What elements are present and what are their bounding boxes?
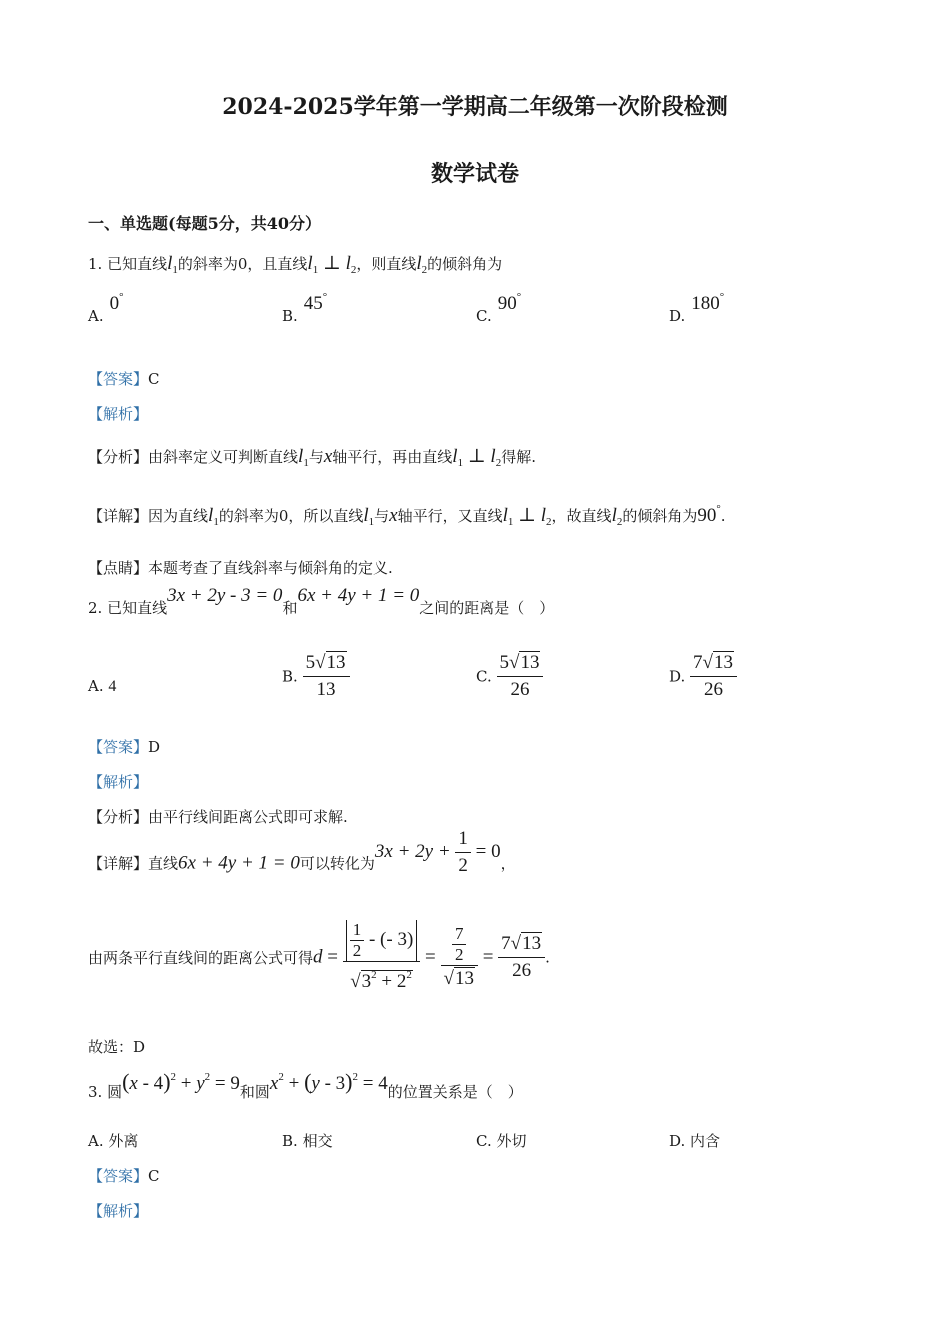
fraction-half: $\frac{1}{2}$ [455, 826, 471, 879]
detail-tag: 【详解】 [88, 507, 149, 525]
detail-tag: 【详解】 [88, 854, 149, 873]
math-line1: 3x + 2y - 3 = 0 [167, 585, 283, 606]
math-x: x [323, 446, 333, 467]
math-circle2: $x^2 + (y - 3)^2 = 4$ [269, 1069, 388, 1094]
q2-option-d [669, 650, 737, 703]
fenxi-text: 由平行线间距离公式即可求解. [148, 808, 348, 826]
q2-option-c [476, 650, 543, 703]
q2-distance-formula [88, 920, 550, 995]
math-l1-perp-l2: $l_1$ ⊥ $l_2$ [502, 505, 552, 528]
detail-text: 的倾斜角为 [622, 507, 698, 525]
option-value: 0° [109, 291, 124, 314]
math-l1: $l_1$ [208, 505, 219, 528]
option-letter: A. [88, 677, 104, 695]
angle-value: 90 [697, 505, 717, 526]
q2-answer [88, 736, 160, 757]
math-d: d [313, 946, 323, 968]
q2-fenxi [88, 806, 348, 827]
fraction-seven-halves: $\frac{\frac{7}{2}}{√13}$ [441, 924, 478, 992]
detail-text: ， [500, 854, 516, 873]
q1-comment [88, 557, 393, 578]
fraction: $\frac{5√13}{13}$ [303, 650, 350, 703]
q1-stem-text-b: 的斜率为0，且直线 [177, 255, 308, 273]
q1-stem-text-a: 1. 已知直线 [88, 255, 168, 273]
fenxi-text: 由斜率定义可判断直线 [148, 448, 299, 466]
frac-coef: 7 [501, 933, 511, 954]
q1-fenxi [88, 445, 536, 469]
q1-analysis-tag: 【解析】 [88, 405, 149, 423]
frac-radicand: 13 [326, 652, 346, 673]
option-value: 180° [691, 291, 725, 314]
q2-stem-text: 之间的距离是（ ） [419, 599, 555, 617]
option-value: 45° [303, 291, 328, 314]
math-circle1: $(x - 4)^2 + y^2 = 9$ [122, 1069, 240, 1094]
option-value: 相交 [302, 1132, 333, 1150]
detail-text: 与 [374, 507, 390, 525]
detail-text: 因为直线 [148, 507, 209, 525]
math-l1: $l_1$ [363, 505, 375, 528]
detail-text: 的斜率为0，所以直线 [218, 507, 364, 525]
option-letter: A. [88, 307, 104, 325]
q3-option-d [669, 1130, 720, 1151]
math-eq-zero: = 0 [470, 840, 501, 862]
answer-value: C [148, 370, 160, 388]
frac-radicand: 13 [713, 652, 733, 673]
detail-text: 可以转化为 [299, 854, 375, 873]
math-equals: = [477, 946, 499, 968]
math-equals: = [322, 946, 343, 968]
frac-coef: 5 [305, 652, 316, 673]
q2-stem-text: 和 [282, 599, 298, 617]
page-title: 2024-2025学年第一学期高二年级第一次阶段检测 [222, 94, 728, 120]
q1-stem-text-d: 的倾斜角为 [427, 255, 503, 273]
q2-option-b [282, 650, 350, 703]
option-letter: D. [669, 307, 686, 325]
answer-value: C [148, 1167, 160, 1185]
q2-option-a [88, 677, 116, 696]
math-l1-perp-l2: $l_1$ ⊥ $l_2$ [307, 253, 357, 276]
frac-radicand: 13 [522, 933, 542, 954]
answer-value: D [148, 738, 161, 756]
answer-tag: 【答案】 [88, 1167, 149, 1185]
q1-stem-text-c: ，则直线 [356, 255, 417, 273]
q2-stem-text: 2. 已知直线 [88, 599, 168, 617]
fraction-result: $\frac{7√13}{26}$ [498, 931, 545, 984]
fenxi-text: 与 [308, 448, 324, 466]
option-letter: B. [282, 1132, 298, 1150]
q3-stem-text: 和圆 [239, 1083, 270, 1101]
q2-stem [88, 585, 555, 619]
detail-text: 轴平行，又直线 [397, 507, 503, 525]
option-letter: C. [476, 307, 492, 325]
q3-stem-text: 3. 圆 [88, 1083, 123, 1101]
math-line2: 6x + 4y + 1 = 0 [178, 852, 300, 874]
frac-denominator: 26 [510, 679, 530, 700]
q2-analysis-tag: 【解析】 [88, 773, 149, 791]
comment-tag: 【点睛】 [88, 559, 149, 577]
frac-denominator: 13 [316, 679, 336, 700]
math-l1-perp-l2: $l_1$ ⊥ $l_2$ [452, 446, 502, 469]
q3-answer [88, 1165, 160, 1186]
q1-option-a [88, 291, 124, 327]
q3-stem-text: 的位置关系是（ ） [387, 1083, 523, 1101]
fenxi-tag: 【分析】 [88, 808, 149, 826]
option-letter: D. [669, 667, 686, 686]
option-value-num: 90 [497, 293, 517, 314]
q2-detail [88, 828, 516, 891]
option-value: 外离 [108, 1132, 139, 1150]
frac-denominator: 26 [512, 960, 532, 981]
frac-radicand: 13 [520, 652, 540, 673]
q3-stem [88, 1069, 523, 1103]
q3-option-b [282, 1130, 333, 1151]
math-converted-line: 3x + 2y + [374, 840, 456, 862]
math-l1: $l_1$ [167, 253, 178, 276]
math-x: x [389, 505, 398, 526]
math-line2: 6x + 4y + 1 = 0 [297, 585, 420, 606]
option-value-num: 0 [109, 293, 120, 314]
q1-option-c [476, 291, 522, 327]
option-letter: C. [476, 1132, 492, 1150]
answer-tag: 【答案】 [88, 370, 149, 388]
fraction-distance: $\frac{1}{2}$ - (- 3) $√3^2 + 2^2$ [343, 920, 421, 995]
option-value: 外切 [496, 1132, 527, 1150]
math-l2: $l_2$ [416, 253, 428, 276]
q1-option-b [282, 291, 328, 327]
math-l2: $l_2$ [611, 505, 623, 528]
option-letter: B. [282, 667, 298, 686]
option-letter: A. [88, 1132, 104, 1150]
q1-answer [88, 368, 160, 389]
q3-option-a [88, 1130, 138, 1151]
fenxi-text: 得解. [501, 448, 536, 466]
q3-analysis-tag: 【解析】 [88, 1202, 149, 1220]
option-value: 内含 [690, 1132, 721, 1150]
math-90-deg: 90° [697, 503, 721, 526]
detail-text: . [720, 507, 726, 525]
fenxi-text: 轴平行，再由直线 [332, 448, 453, 466]
period: . [545, 948, 550, 967]
q1-detail [88, 503, 726, 528]
answer-tag: 【答案】 [88, 738, 149, 756]
fenxi-tag: 【分析】 [88, 448, 149, 466]
distance-text: 由两条平行直线间的距离公式可得 [88, 949, 314, 967]
page-subtitle: 数学试卷 [430, 161, 519, 187]
section-heading: 一、单选题(每题5分，共40分） [88, 214, 321, 233]
detail-text: 直线 [148, 854, 179, 873]
frac-coef: 5 [499, 652, 509, 673]
absolute-value: $\frac{1}{2}$ - (- 3) [346, 920, 418, 961]
option-letter: D. [669, 1132, 686, 1150]
q1-stem [88, 252, 502, 276]
option-letter: C. [476, 667, 492, 686]
option-value: 90° [497, 291, 522, 314]
option-value-num: 45 [303, 293, 323, 314]
math-equals: = [420, 946, 441, 968]
comment-text: 本题考查了直线斜率与倾斜角的定义. [148, 559, 393, 577]
fraction: $\frac{5√13}{26}$ [497, 650, 544, 703]
frac-coef: 7 [693, 652, 703, 673]
option-letter: B. [282, 307, 298, 325]
frac-denominator: 26 [704, 679, 724, 700]
option-value: 4 [108, 678, 117, 695]
math-l1: $l_1$ [298, 446, 309, 469]
fraction: $\frac{7√13}{26}$ [690, 650, 737, 703]
q1-option-d [669, 291, 725, 327]
detail-text: ，故直线 [551, 507, 612, 525]
option-value-num: 180 [691, 293, 720, 314]
q2-conclusion: 故选：D [88, 1038, 146, 1056]
q3-option-c [476, 1130, 527, 1151]
